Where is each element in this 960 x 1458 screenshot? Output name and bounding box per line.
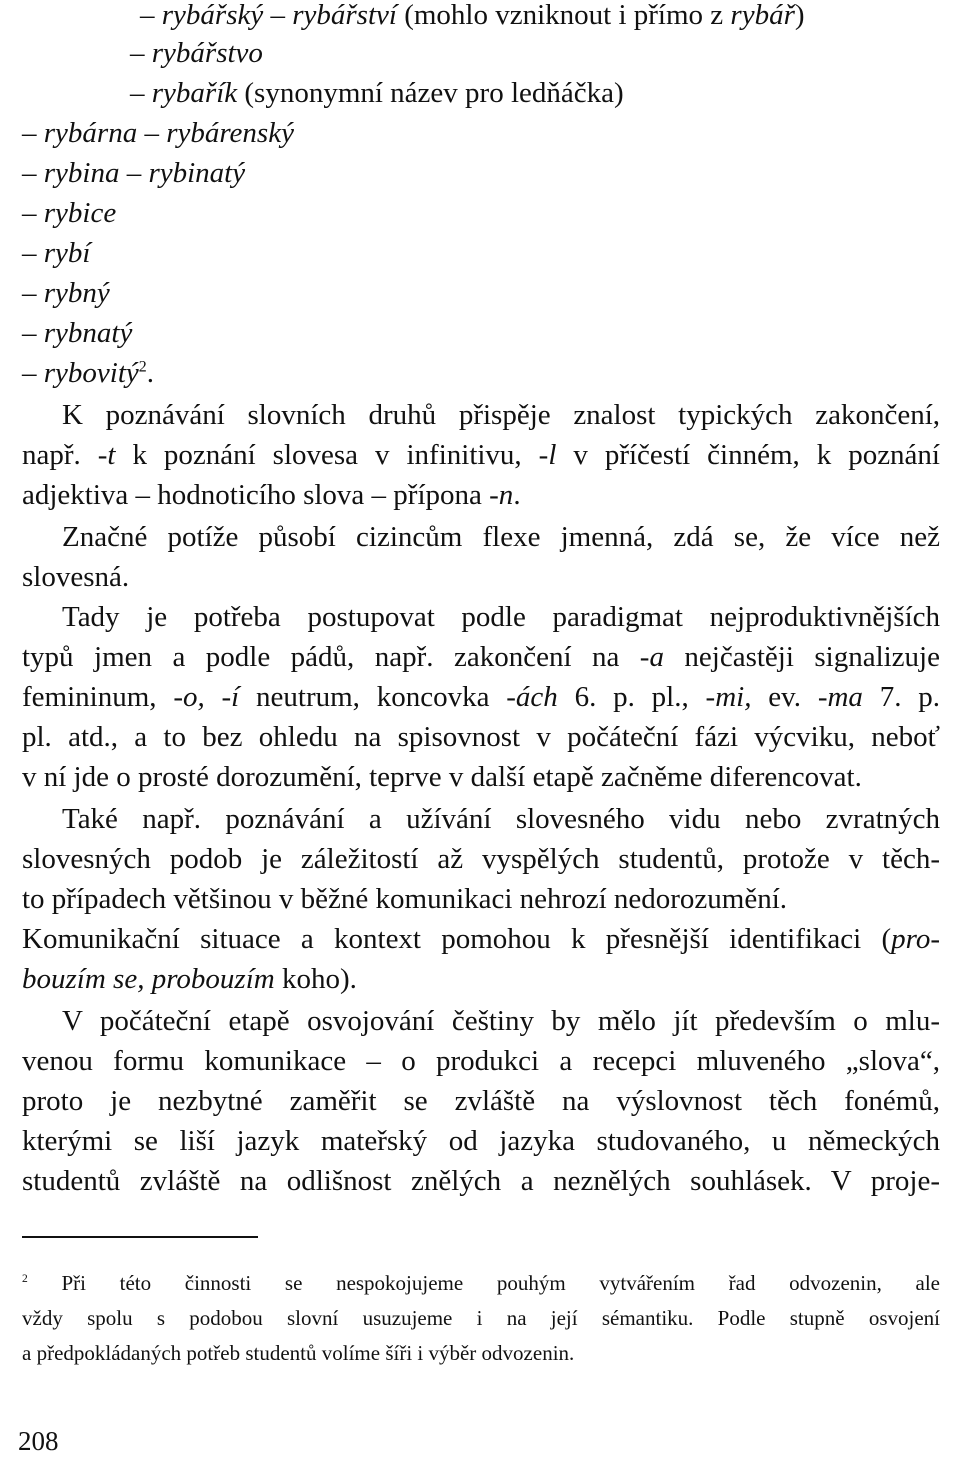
suffix: -l xyxy=(538,439,557,471)
suffix: -ách xyxy=(506,681,558,713)
derivation-line xyxy=(22,154,245,192)
text: femininum, xyxy=(22,681,174,713)
derivation-line xyxy=(22,114,294,152)
text: 6. p. pl., xyxy=(557,681,706,713)
footnote-number: 2 xyxy=(22,1273,28,1285)
text: studentů zvláště na odlišnost znělých a neznělých souhlásek. V proje- xyxy=(22,1165,940,1197)
para-line xyxy=(62,1002,940,1040)
derived-word: – rybářstvo xyxy=(130,37,263,69)
text: K poznávání slovních druhů přispěje znalost typických zakončení, xyxy=(62,399,940,431)
para-line xyxy=(22,840,940,878)
text: vždy spolu s podobou slovní usuzujeme i na její sémantiku. Podle stupně osvojení xyxy=(22,1306,940,1330)
derivation-line xyxy=(22,314,132,352)
suffix: -mi, xyxy=(705,681,752,713)
period: . xyxy=(146,357,154,389)
suffix: -a xyxy=(639,641,664,673)
para-line xyxy=(22,1162,940,1200)
page-number: 208 xyxy=(18,1426,59,1456)
derivation-line xyxy=(130,34,263,72)
text: to případech většinou v běžné komunikaci nehrozí nedorozumění. xyxy=(22,883,788,915)
derivation-line xyxy=(22,194,116,232)
text: venou formu komunikace – o produkci a recepci mluveného „slova“, xyxy=(22,1045,940,1077)
text: Tady je potřeba postupovat podle paradigmat nejproduktivnějších xyxy=(62,601,940,633)
footnote-line xyxy=(22,1301,940,1335)
para-line xyxy=(22,880,787,918)
text: v ní jde o prosté dorozumění, teprve v další etapě začněme diferencovat. xyxy=(22,761,862,793)
derived-word: – rybný xyxy=(22,277,110,309)
text: adjektiva – hodnoticího slova – přípona xyxy=(22,479,490,511)
para-line xyxy=(22,758,862,796)
text: kterými se liší jazyk mateřský od jazyka studovaného, u německých xyxy=(22,1125,940,1157)
para-line xyxy=(62,598,940,636)
text: . xyxy=(513,479,521,511)
text: nejčastěji signalizuje xyxy=(663,641,940,673)
para-line xyxy=(22,436,940,474)
note-end: ) xyxy=(794,0,805,31)
para-line xyxy=(22,1122,940,1160)
para-line xyxy=(62,396,940,434)
text: neutrum, koncovka xyxy=(239,681,507,713)
footnote-line xyxy=(22,1266,940,1300)
suffix: -n xyxy=(489,479,514,511)
text: Komunikační situace a kontext pomohou k přesnější identifikaci ( xyxy=(22,923,892,955)
text: typů jmen a podle pádů, např. zakončení na xyxy=(22,641,640,673)
para-line xyxy=(22,1082,940,1120)
suffix: -t xyxy=(97,439,116,471)
para-line xyxy=(22,960,357,998)
para-line xyxy=(22,476,521,514)
para-line xyxy=(22,558,129,596)
text: Značné potíže působí cizincům flexe jmenná, zdá se, že více než xyxy=(62,521,940,553)
text: Také např. poznávání a užívání slovesného vidu nebo zvratných xyxy=(62,803,940,835)
derived-word: – rybí xyxy=(22,237,91,269)
footnote-ref[interactable]: 2 xyxy=(138,358,147,376)
derived-word: – rybina – rybinatý xyxy=(22,157,246,189)
derived-word: – rybařík xyxy=(130,77,238,109)
derivation-line xyxy=(22,234,90,272)
footnote-divider xyxy=(22,1236,258,1238)
derived-word: – rybářský – rybářství xyxy=(140,0,397,31)
derived-word: – rybárna – rybárenský xyxy=(22,117,294,149)
para-line xyxy=(22,920,940,958)
text: slovesná. xyxy=(22,561,130,593)
note-word: rybář xyxy=(730,0,795,31)
para-line xyxy=(62,518,940,556)
derivation-line xyxy=(140,0,805,34)
footnote-line xyxy=(22,1336,940,1370)
derivation-line xyxy=(130,74,624,112)
text: koho). xyxy=(274,963,357,995)
derivation-line xyxy=(22,354,154,392)
text: ev. xyxy=(751,681,818,713)
text: k poznání slovesa v infinitivu, xyxy=(115,439,539,471)
example: pro- xyxy=(891,923,940,955)
example: bouzím se, probouzím xyxy=(22,963,275,995)
para-line xyxy=(22,718,940,756)
para-line xyxy=(22,678,940,716)
derived-word: – rybovitý xyxy=(22,357,139,389)
note: (synonymní název pro ledňáčka) xyxy=(237,77,624,109)
note: (mohlo vzniknout i přímo z xyxy=(396,0,731,31)
text: Při této činnosti se nespokojujeme pouhým vytvářením řad odvozenin, ale xyxy=(27,1271,940,1295)
text: slovesných podob je záležitostí až vyspělých studentů, protože v těch- xyxy=(22,843,940,875)
suffix: -o, -í xyxy=(173,681,240,713)
derived-word: – rybnatý xyxy=(22,317,133,349)
para-line xyxy=(22,1042,940,1080)
text: V počáteční etapě osvojování češtiny by mělo jít především o mlu- xyxy=(62,1005,940,1037)
text: proto je nezbytné zaměřit se zvláště na výslovnost těch fonémů, xyxy=(22,1085,940,1117)
text: pl. atd., a to bez ohledu na spisovnost v počáteční fázi výcviku, neboť xyxy=(22,721,940,753)
text: např. xyxy=(22,439,98,471)
suffix: -ma xyxy=(817,681,863,713)
text: a předpokládaných potřeb studentů volíme šíři i výběr odvozenin. xyxy=(22,1341,575,1365)
text: v příčestí činném, k poznání xyxy=(556,439,940,471)
derivation-line xyxy=(22,274,110,312)
para-line xyxy=(22,638,940,676)
derived-word: – rybice xyxy=(22,197,117,229)
para-line xyxy=(62,800,940,838)
text: 7. p. xyxy=(862,681,940,713)
